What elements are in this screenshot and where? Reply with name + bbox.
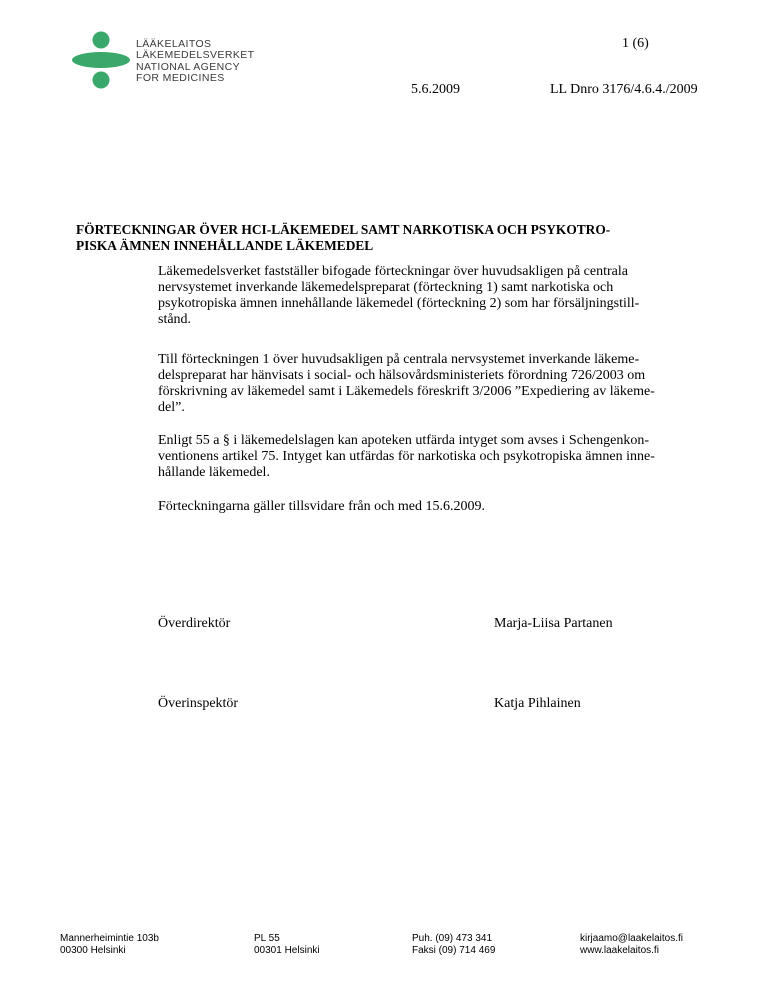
text-line: del”. bbox=[158, 400, 185, 415]
text-line: Läkemedelsverket fastställer bifogade förteckningar över huvudsakligen på centrala bbox=[158, 264, 628, 279]
footer-contact bbox=[580, 933, 683, 957]
footer-line: PL 55 bbox=[254, 933, 280, 944]
footer-email[interactable]: kirjaamo@laakelaitos.fi bbox=[580, 933, 683, 944]
title-line: PISKA ÄMNEN INNEHÅLLANDE LÄKEMEDEL bbox=[76, 238, 374, 253]
footer-website[interactable]: www.laakelaitos.fi bbox=[580, 945, 659, 956]
text-line: delspreparat har hänvisats i social- och hälsovårdsministeriets förordning 726/2003 om bbox=[158, 368, 646, 383]
agency-name-line: LÄKEMEDELSVERKET bbox=[136, 49, 255, 62]
document-reference: LL Dnro 3176/4.6.4./2009 bbox=[550, 82, 698, 97]
text-line: Till förteckningen 1 över huvudsakligen på centrala nervsystemet inverkande läkeme- bbox=[158, 352, 640, 367]
agency-name-line: NATIONAL AGENCY bbox=[136, 60, 241, 73]
page-number: 1 (6) bbox=[622, 36, 649, 51]
text-line: förskrivning av läkemedel samt i Läkemedels föreskrift 3/2006 ”Expediering av läkeme- bbox=[158, 384, 655, 399]
agency-name-line: FOR MEDICINES bbox=[136, 72, 225, 85]
text-line: Förteckningarna gäller tillsvidare från och med 15.6.2009. bbox=[158, 499, 485, 514]
text-line: Enligt 55 a § i läkemedelslagen kan apoteken utfärda intyget som avses i Schengenkon- bbox=[158, 433, 650, 448]
paragraph-4 bbox=[158, 499, 718, 515]
logo-figure-icon bbox=[70, 30, 134, 90]
signatory-name: Marja-Liisa Partanen bbox=[494, 616, 613, 631]
paragraph-1 bbox=[158, 264, 718, 328]
signatory-title: Överinspektör bbox=[158, 696, 239, 711]
footer-postbox bbox=[254, 933, 320, 957]
footer-line: 00301 Helsinki bbox=[254, 945, 320, 956]
text-line: nervsystemet inverkande läkemedelspreparat (förteckning 1) samt narkotiska och bbox=[158, 280, 614, 295]
paragraph-2 bbox=[158, 352, 718, 416]
document-title bbox=[76, 222, 716, 254]
text-line: stånd. bbox=[158, 312, 192, 327]
text-line: ventionens artikel 75. Intyget kan utfärdas för narkotiska och psykotropiska ämnen inne- bbox=[158, 449, 655, 464]
footer-line: Puh. (09) 473 341 bbox=[412, 933, 493, 944]
agency-name bbox=[136, 39, 254, 85]
document-date: 5.6.2009 bbox=[411, 82, 460, 97]
text-line: psykotropiska ämnen innehållande läkemedel (förteckning 2) som har försäljningstill- bbox=[158, 296, 640, 311]
signatory-title: Överdirektör bbox=[158, 616, 231, 631]
title-line: FÖRTECKNINGAR ÖVER HCI-LÄKEMEDEL SAMT NARKOTISKA OCH PSYKOTRO- bbox=[76, 222, 611, 237]
footer-address bbox=[60, 933, 159, 957]
agency-logo bbox=[70, 30, 270, 90]
footer-phone bbox=[412, 933, 495, 957]
agency-name-line: LÄÄKELAITOS bbox=[136, 38, 212, 50]
paragraph-3 bbox=[158, 433, 718, 481]
footer-line: Faksi (09) 714 469 bbox=[412, 945, 496, 956]
text-line: hållande läkemedel. bbox=[158, 465, 270, 480]
signatory-name: Katja Pihlainen bbox=[494, 696, 581, 711]
footer-line: 00300 Helsinki bbox=[60, 945, 126, 956]
footer-line: Mannerheimintie 103b bbox=[60, 933, 159, 944]
